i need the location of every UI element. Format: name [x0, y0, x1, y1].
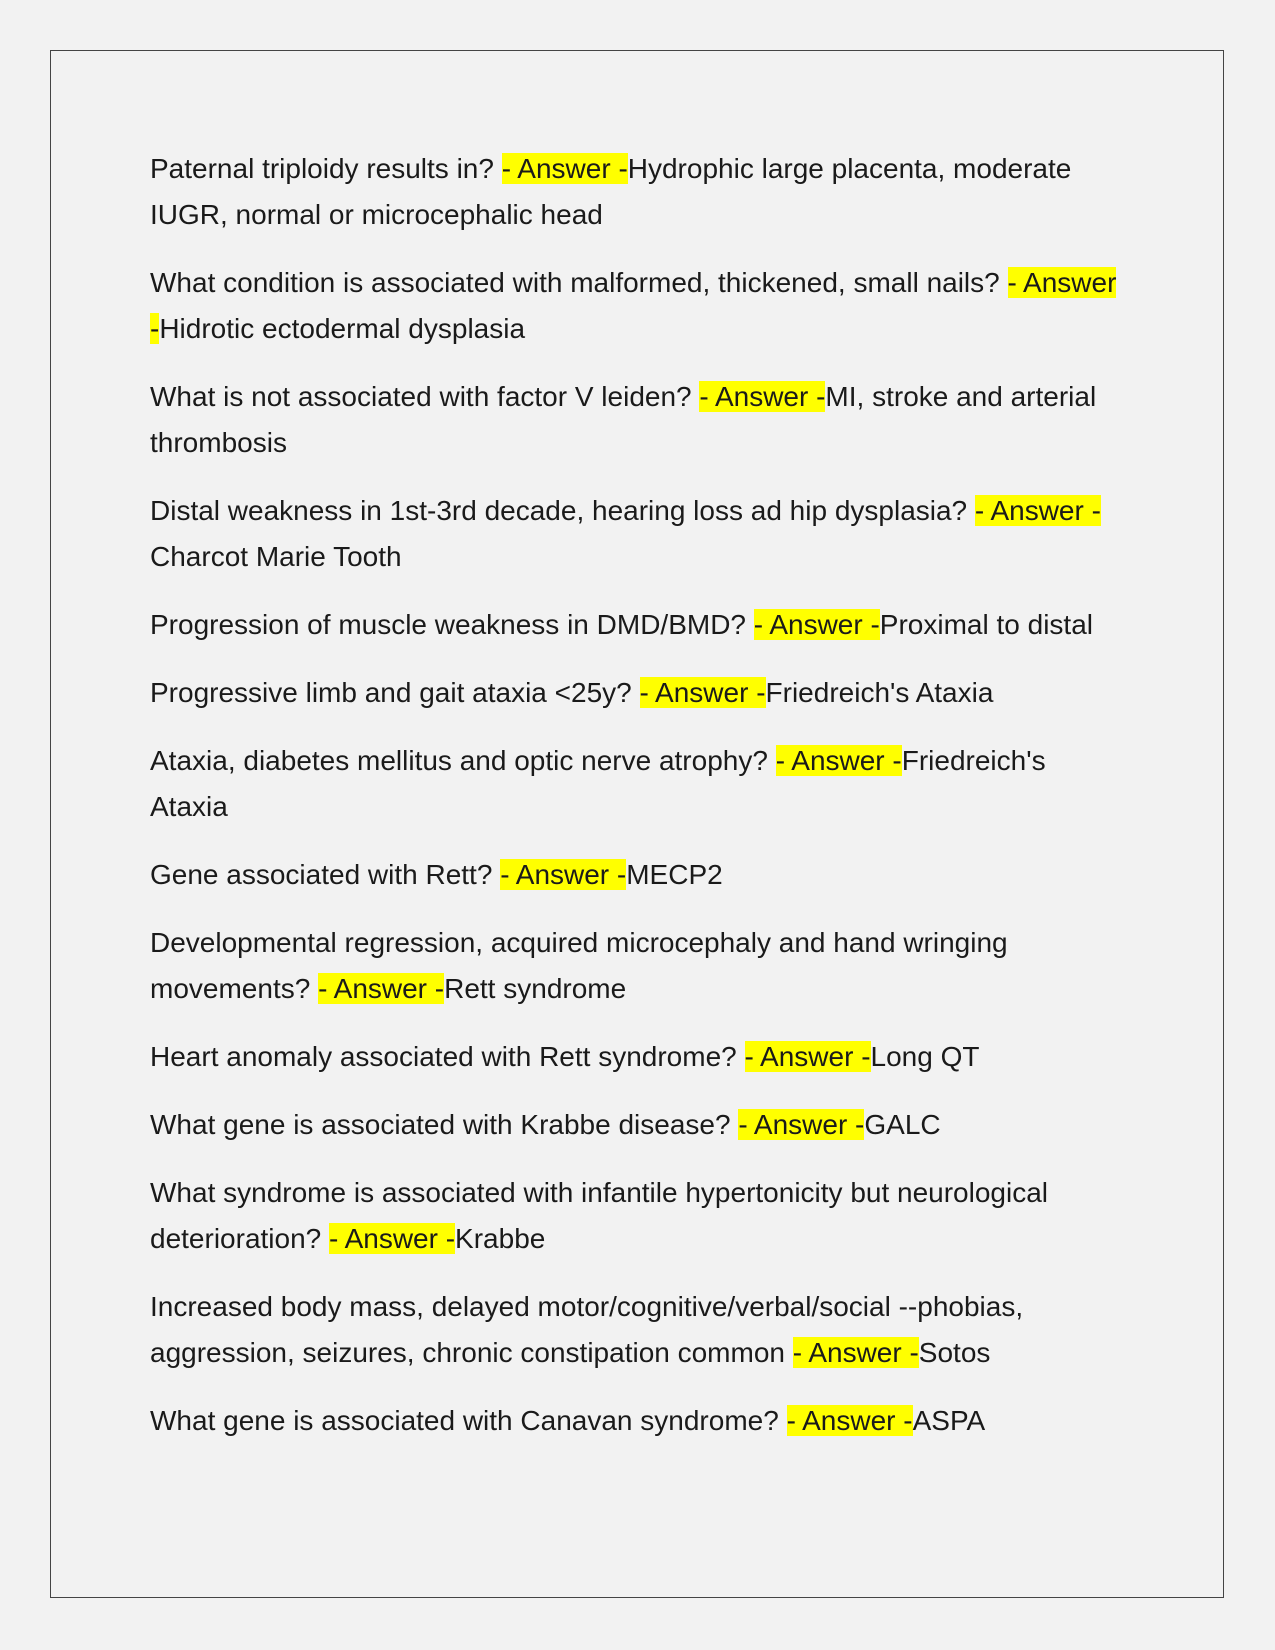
- answer-text: Hydrophic large placenta, moderate IUGR, normal or microcephalic head: [150, 153, 1072, 230]
- answer-marker: - Answer -: [775, 745, 902, 776]
- qa-item: [150, 146, 1120, 238]
- qa-item: [150, 1284, 1120, 1376]
- answer-text: Proximal to distal: [879, 609, 1093, 640]
- question-text: What gene is associated with Canavan syndrome?: [150, 1405, 787, 1436]
- answer-text: Long QT: [870, 1041, 980, 1072]
- answer-marker: - Answer -: [699, 381, 826, 412]
- qa-item: [150, 852, 1120, 898]
- question-text: What condition is associated with malformed, thickened, small nails?: [150, 267, 1008, 298]
- answer-marker: - Answer -: [744, 1041, 871, 1072]
- answer-text: Friedreich's Ataxia: [765, 677, 994, 708]
- qa-item: [150, 738, 1120, 830]
- qa-list: [150, 146, 1120, 1466]
- answer-text: Krabbe: [455, 1223, 546, 1254]
- qa-item: [150, 602, 1120, 648]
- qa-item: [150, 670, 1120, 716]
- answer-marker: - Answer -: [150, 267, 1117, 344]
- answer-marker: - Answer -: [792, 1337, 919, 1368]
- answer-marker: - Answer -: [329, 1223, 456, 1254]
- answer-text: Rett syndrome: [444, 973, 627, 1004]
- question-text: Increased body mass, delayed motor/cognitive/verbal/social --phobias, aggression, seizures, chronic constipation common: [150, 1291, 1024, 1368]
- qa-item: [150, 374, 1120, 466]
- answer-marker: - Answer -: [786, 1405, 913, 1436]
- question-text: Paternal triploidy results in?: [150, 153, 502, 184]
- qa-item: [150, 1102, 1120, 1148]
- answer-text: Friedreich's Ataxia: [150, 745, 1046, 822]
- answer-marker: - Answer -: [639, 677, 766, 708]
- question-text: Gene associated with Rett?: [150, 859, 501, 890]
- answer-text: GALC: [864, 1109, 941, 1140]
- answer-marker: - Answer -: [501, 153, 628, 184]
- question-text: Developmental regression, acquired microcephaly and hand wringing movements?: [150, 927, 1008, 1004]
- question-text: What is not associated with factor V leiden?: [150, 381, 700, 412]
- answer-marker: - Answer -: [738, 1109, 865, 1140]
- question-text: What syndrome is associated with infantile hypertonicity but neurological deterioration?: [150, 1177, 1049, 1254]
- answer-marker: - Answer -: [500, 859, 627, 890]
- answer-text: Hidrotic ectodermal dysplasia: [159, 313, 526, 344]
- answer-text: Sotos: [918, 1337, 991, 1368]
- question-text: Progressive limb and gait ataxia <25y?: [150, 677, 640, 708]
- question-text: Ataxia, diabetes mellitus and optic nerve atrophy?: [150, 745, 776, 776]
- qa-item: [150, 920, 1120, 1012]
- answer-text: ASPA: [912, 1405, 986, 1436]
- qa-item: [150, 488, 1120, 580]
- answer-marker: - Answer -: [753, 609, 880, 640]
- answer-text: MECP2: [626, 859, 723, 890]
- question-text: Progression of muscle weakness in DMD/BMD?: [150, 609, 754, 640]
- question-text: Distal weakness in 1st-3rd decade, hearing loss ad hip dysplasia?: [150, 495, 975, 526]
- answer-marker: - Answer -: [974, 495, 1101, 526]
- qa-item: [150, 1398, 1120, 1444]
- question-text: What gene is associated with Krabbe disease?: [150, 1109, 739, 1140]
- answer-text: MI, stroke and arterial thrombosis: [150, 381, 1097, 458]
- qa-item: [150, 260, 1120, 352]
- qa-item: [150, 1034, 1120, 1080]
- qa-item: [150, 1170, 1120, 1262]
- question-text: Heart anomaly associated with Rett syndrome?: [150, 1041, 745, 1072]
- answer-marker: - Answer -: [318, 973, 445, 1004]
- answer-text: Charcot Marie Tooth: [150, 541, 402, 572]
